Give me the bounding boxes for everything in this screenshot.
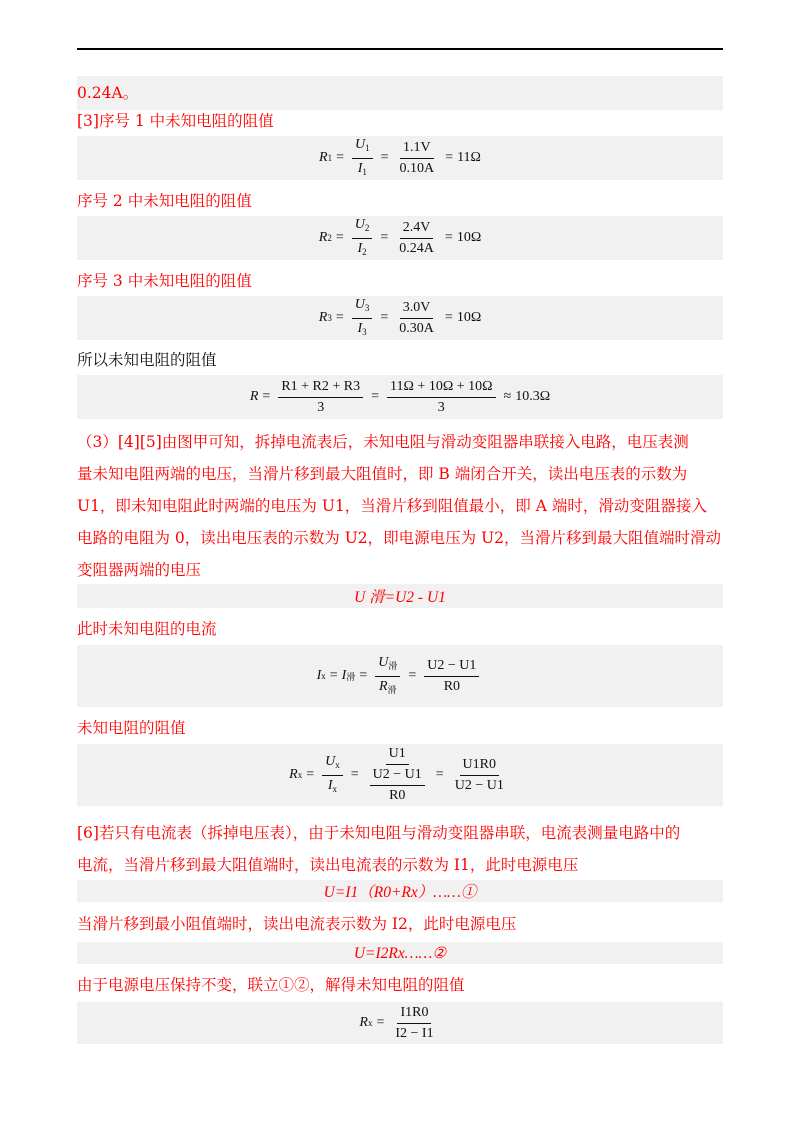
paragraph-line: （3）[4][5]由图甲可知，拆掉电流表后，未知电阻与滑动变阻器串联接入电路，电压表测 <box>77 433 689 451</box>
equation-1 <box>77 880 723 902</box>
eq-symbol: R <box>359 1015 368 1030</box>
eq-num: 11Ω + 10Ω + 10Ω <box>387 379 495 398</box>
eq-sub: x <box>335 759 340 770</box>
eq-den: I2 − I1 <box>395 1025 434 1041</box>
eq-sub: 滑 <box>388 660 398 671</box>
eq-sub: x <box>297 770 303 780</box>
eq-num: R1 + R2 + R3 <box>278 379 363 398</box>
eq-num: U2 − U1 <box>370 767 425 786</box>
eq-num: U2 − U1 <box>424 658 479 677</box>
text-label-min: 当滑片移到最小阻值端时，读出电流表示数为 I2，此时电源电压 <box>77 915 517 933</box>
text-label-solve: 由于电源电压保持不变，联立①②，解得未知电阻的阻值 <box>77 976 465 994</box>
eq-result: 10Ω <box>456 230 482 245</box>
eq-sub: x <box>321 671 326 681</box>
eq-num: U <box>354 296 365 312</box>
header-rule <box>77 48 723 50</box>
eq-result: 11Ω <box>457 150 481 165</box>
eq-num: U1 <box>386 746 409 765</box>
eq-sub: 2 <box>327 233 332 243</box>
eq-result: 10.3Ω <box>515 389 551 404</box>
eq-num: U <box>355 136 366 152</box>
text-line <box>77 711 723 745</box>
equation-rx-ammeter: R x = $\frac{I1R0}{I2 - I1}$ <box>77 1002 723 1044</box>
eq-text: U=I1（R0+Rx）……① <box>323 884 477 901</box>
paragraph-line: 电路的电阻为 0，读出电压表的示数为 U2，即电源电压为 U2，当滑片移到最大阻值端时滑动 <box>77 529 721 547</box>
eq-symbol: R <box>289 767 298 782</box>
eq-num: U <box>354 216 365 232</box>
eq-den: 3 <box>437 399 445 415</box>
eq-text: U 滑=U2 - U1 <box>354 589 446 606</box>
text-line <box>77 343 723 377</box>
text-line <box>77 184 723 218</box>
eq-den: 0.10A <box>399 160 435 176</box>
text-label-r3: 序号 3 中未知电阻的阻值 <box>77 272 252 290</box>
eq-den: 0.30A <box>399 320 434 336</box>
eq-den: I <box>357 320 363 336</box>
text-label-r1: [3]序号 1 中未知电阻的阻值 <box>77 112 274 130</box>
eq-sub: 1 <box>362 166 367 177</box>
equation-ix: I x = I 滑 = $\frac{U_滑}{R_滑}$ = $\frac{U2 - U1}{R0}$ <box>77 645 723 707</box>
eq-sub: 3 <box>364 302 370 313</box>
eq-den: R0 <box>389 788 406 803</box>
equation-r2: R 2 = $\frac{U_2}{I_2}$ = $\frac{2.4V}{0.24A}$ = 10Ω <box>77 216 723 260</box>
eq-symbol: R <box>318 230 328 245</box>
equation-r-average: R = $\frac{R1 + R2 + R3}{3}$ = $\frac{11\Omega + 10\Omega + 10\Omega}{3}$ ≈ 10.3Ω <box>77 375 723 419</box>
text-line <box>77 612 723 646</box>
eq-symbol: I <box>341 668 347 683</box>
text-label-r-avg: 所以未知电阻的阻值 <box>77 351 217 369</box>
eq-den: I <box>357 160 363 176</box>
eq-sub: 1 <box>365 142 370 153</box>
eq-num: U1R0 <box>460 757 499 776</box>
equation-r3: R 3 = $\frac{U_3}{I_3}$ = $\frac{3.0V}{0.30A}$ = 10Ω <box>77 296 723 340</box>
text-line <box>77 264 723 298</box>
eq-sub: 滑 <box>387 684 397 695</box>
eq-den: 3 <box>317 399 325 415</box>
eq-sub: x <box>367 1018 373 1028</box>
eq-sub: x <box>332 783 338 794</box>
eq-den: 0.24A <box>399 240 434 256</box>
paragraph-voltmeter-method <box>77 424 723 588</box>
eq-sub: 3 <box>362 326 367 337</box>
equation-2 <box>77 942 723 964</box>
eq-num: I1R0 <box>397 1005 431 1024</box>
eq-den: U2 − U1 <box>454 777 504 793</box>
equation-rx-voltmeter: R x = $\frac{U_x}{I_x}$ = $\frac{U1}{\frac{U2 - U1}{R0}}$ = $\frac{U1R0}{U2 - U1}$ <box>77 744 723 806</box>
eq-sub: 1 <box>327 153 333 163</box>
eq-den: R <box>379 678 388 694</box>
paragraph-line: U1，即未知电阻此时两端的电压为 U1，当滑片移到阻值最小，即 A 端时，滑动变阻器接入 <box>77 497 707 515</box>
text-line <box>77 968 723 1002</box>
eq-sub: 2 <box>362 246 367 257</box>
text-line <box>77 104 723 138</box>
paragraph-ammeter-method <box>77 815 723 883</box>
paragraph-line: [6]若只有电流表（拆掉电压表），由于未知电阻与滑动变阻器串联，电流表测量电路中的 <box>77 824 681 842</box>
paragraph-line: 量未知电阻两端的电压，当滑片移到最大阻值时，即 B 端闭合开关，读出电压表的示数为 <box>77 465 688 483</box>
text-label-rx: 未知电阻的阻值 <box>77 719 186 737</box>
paragraph-line: 变阻器两端的电压 <box>77 561 202 579</box>
eq-num: U <box>325 753 336 769</box>
eq-text: U=I2Rx……② <box>353 944 447 962</box>
text-current-result: 0.24A。 <box>77 84 139 102</box>
text-label-r2: 序号 2 中未知电阻的阻值 <box>77 192 252 210</box>
eq-num: 3.0V <box>400 300 434 319</box>
eq-num: 1.1V <box>400 140 434 159</box>
eq-sub: 2 <box>364 222 370 233</box>
equation-u-slide <box>77 584 723 608</box>
eq-den: I <box>327 777 333 793</box>
eq-num: 2.4V <box>400 220 434 239</box>
text-line <box>77 907 723 941</box>
eq-den: R0 <box>443 678 461 694</box>
eq-num: U <box>378 654 389 670</box>
equation-r1: R 1 = $\frac{U_1}{I_1}$ = $\frac{1.1V}{0.10A}$ = 11Ω <box>77 136 723 180</box>
eq-den: I <box>357 240 363 256</box>
eq-sub: 滑 <box>346 671 356 682</box>
eq-symbol: I <box>316 668 322 683</box>
eq-sub: 3 <box>327 313 332 323</box>
eq-symbol: R <box>319 150 328 165</box>
eq-result: 10Ω <box>456 310 482 325</box>
paragraph-line: 电流，当滑片移到最大阻值端时，读出电流表的示数为 I1，此时电源电压 <box>77 856 579 874</box>
text-label-ix: 此时未知电阻的电流 <box>77 620 217 638</box>
eq-symbol: R <box>318 310 328 325</box>
